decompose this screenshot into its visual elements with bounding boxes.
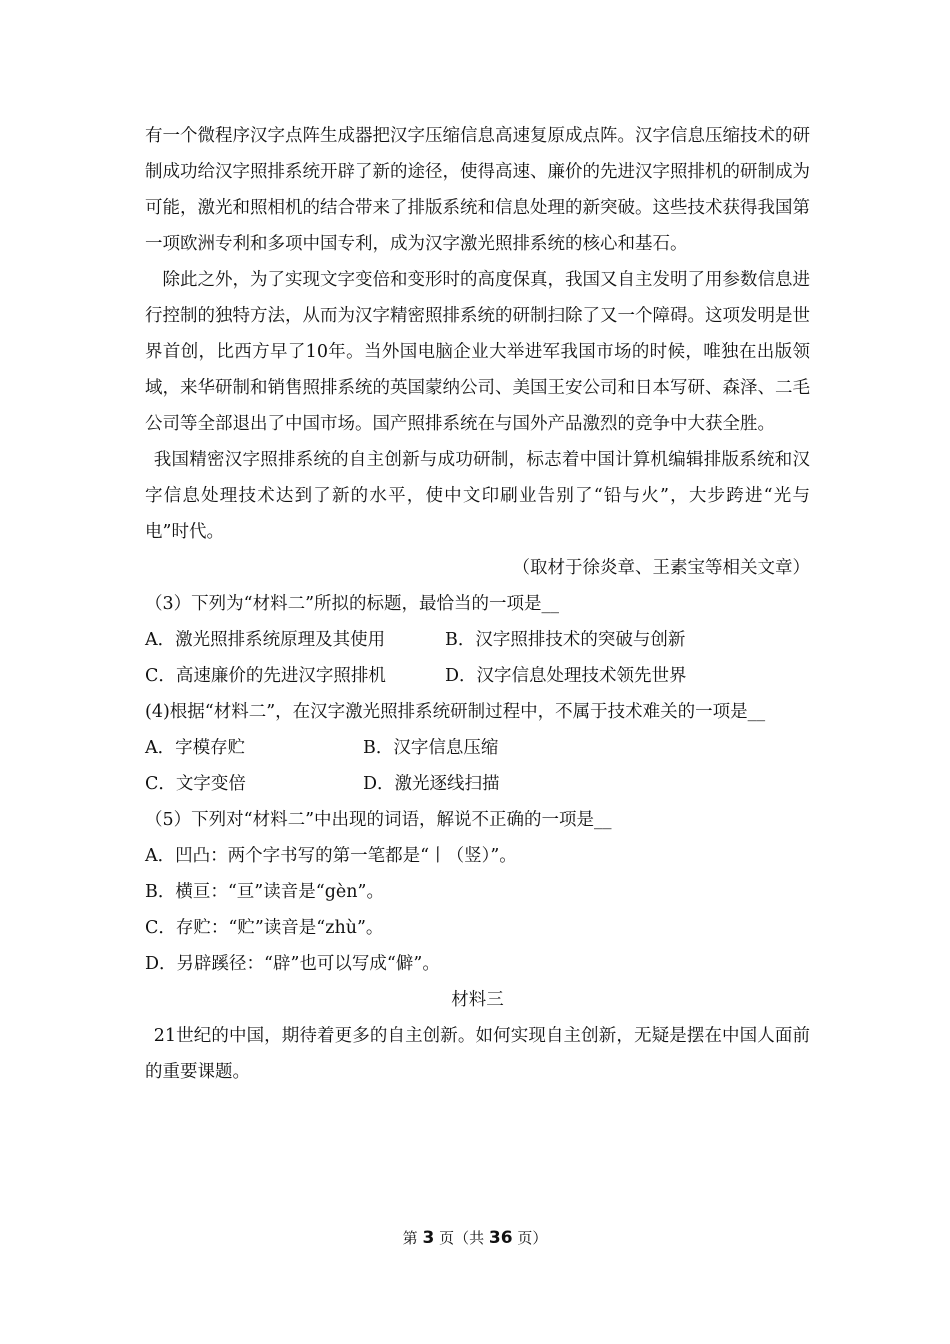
question-3-stem: （3）下列为“材料二”所拟的标题，最恰当的一项是__ xyxy=(145,594,560,614)
paragraph-1: 有一个微程序汉字点阵生成器把汉字压缩信息高速复原成点阵。汉字信息压缩技术的研制成功给汉字照排系统开辟了新的途径，使得高速、廉价的先进汉字照排机的研制成为可能，激光和照相机的结合带来了排版系统和信息处理的新突破。这些技术获得我国第一项欧洲专利和多项中国专利，成为汉字激光照排系统的核心和基石。 xyxy=(145,126,810,254)
question-4-option-a: A．字模存贮 xyxy=(145,738,246,758)
question-4-stem: (4)根据“材料二”，在汉字激光照排系统研制过程中，不属于技术难关的一项是__ xyxy=(145,702,766,722)
paragraph-3: 我国精密汉字照排系统的自主创新与成功研制，标志着中国计算机编辑排版系统和汉字信息处理技术达到了新的水平，使中文印刷业告别了“铅与火”，大步跨进“光与电”时代。 xyxy=(145,450,810,542)
question-4-option-d: D．激光逐线扫描 xyxy=(363,774,500,794)
footer-total-pages: 36 xyxy=(488,1228,513,1248)
question-3-option-a: A．激光照排系统原理及其使用 xyxy=(145,630,386,650)
question-5-option-b: B．横亘：“亘”读音是“gèn”。 xyxy=(145,882,384,902)
footer-middle: 页（共 xyxy=(439,1229,485,1247)
footer-prefix: 第 xyxy=(402,1229,418,1247)
page-footer xyxy=(0,1226,950,1250)
question-3-options-row-1 xyxy=(145,622,810,658)
footer-suffix: 页） xyxy=(517,1229,548,1247)
section-3-paragraph: 21世纪的中国，期待着更多的自主创新。如何实现自主创新，无疑是摆在中国人面前的重要课题。 xyxy=(145,1026,810,1082)
question-4-options-row-1 xyxy=(145,730,810,766)
source-citation: （取材于徐炎章、王素宝等相关文章） xyxy=(512,558,810,578)
question-5-option-a: A．凹凸：两个字书写的第一笔都是“丨（竖）”。 xyxy=(145,846,517,866)
question-3-option-d: D．汉字信息处理技术领先世界 xyxy=(445,666,687,686)
paragraph-2: 除此之外，为了实现文字变倍和变形时的高度保真，我国又自主发明了用参数信息进行控制的独特方法，从而为汉字精密照排系统的研制扫除了又一个障碍。这项发明是世界首创，比西方早了10年。当外国电脑企业大举进军我国市场的时候，唯独在出版领域，来华研制和销售照排系统的英国蒙纳公司、美国王安公司和日本写研、森泽、二毛公司等全部退出了中国市场。国产照排系统在与国外产品激烈的竞争中大获全胜。 xyxy=(145,270,810,434)
footer-page-number: 3 xyxy=(422,1228,435,1248)
question-4-option-b: B．汉字信息压缩 xyxy=(363,738,499,758)
question-5-stem: （5）下列对“材料二”中出现的词语，解说不正确的一项是__ xyxy=(145,810,612,830)
question-4-options-row-2 xyxy=(145,766,810,802)
question-3-option-c: C．高速廉价的先进汉字照排机 xyxy=(145,666,386,686)
question-4-option-c: C．文字变倍 xyxy=(145,774,246,794)
question-5-option-c: C．存贮：“贮”读音是“zhù”。 xyxy=(145,918,384,938)
question-5-option-d: D．另辟蹊径：“辟”也可以写成“僻”。 xyxy=(145,954,440,974)
document-body xyxy=(145,118,810,1090)
section-3-title: 材料三 xyxy=(451,990,504,1010)
question-3-options-row-2 xyxy=(145,658,810,694)
question-3-option-b: B．汉字照排技术的突破与创新 xyxy=(445,630,686,650)
